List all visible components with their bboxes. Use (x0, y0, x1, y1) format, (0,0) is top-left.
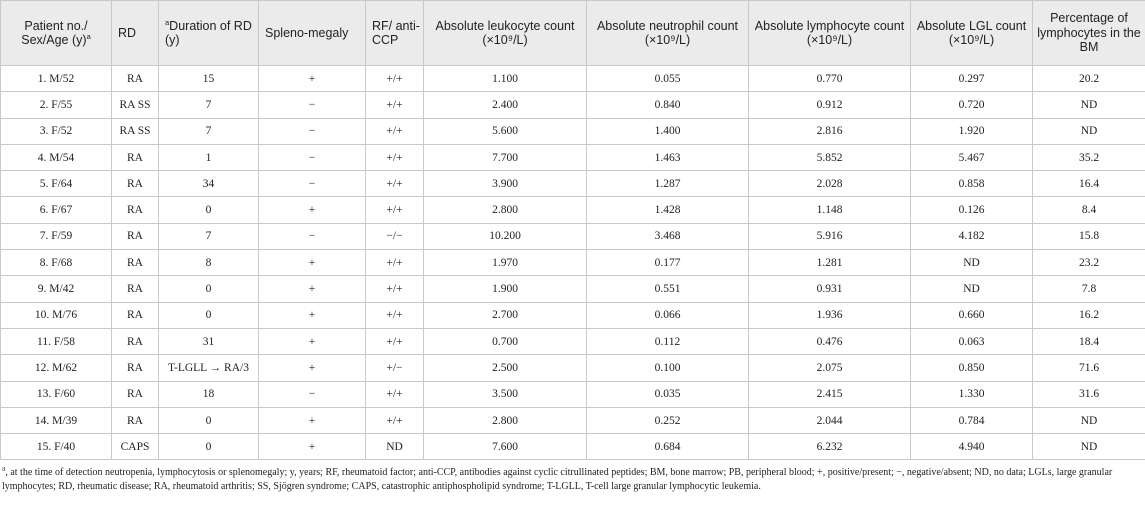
table-cell: RA (112, 250, 159, 276)
table-cell: 1.100 (424, 66, 587, 92)
table-cell: 0.931 (749, 276, 911, 302)
table-cell: +/+ (366, 276, 424, 302)
table-cell: 15.8 (1033, 223, 1145, 249)
table-cell: + (259, 197, 366, 223)
footnote-text: , at the time of detection neutropenia, lymphocytosis or splenomegaly; y, years; RF, rheumatoid factor; anti-CCP, antibodies against cyclic citrullinated peptides; BM, bone marrow; PB, peripheral blood; +, positive/present; −, negative/absent; ND, no data; LGLs, large granular lymphocytes; RD, rheumatic disease; RA, rheumatoid arthritis; SS, Sjögren syndrome; CAPS, catastrophic antiphospholipid syndrome; T-LGLL, T-cell large granular lymphocytic leukemia. (2, 467, 1113, 492)
table-cell: 0.720 (911, 92, 1033, 118)
column-header-label: Absolute leukocyte count (×10⁹/L) (435, 18, 575, 47)
table-cell: 15 (159, 66, 259, 92)
table-row (1, 355, 1145, 381)
table-cell: +/+ (366, 197, 424, 223)
table-cell: 0.063 (911, 328, 1033, 354)
table-cell: 0.840 (587, 92, 749, 118)
table-cell: 11. F/58 (1, 328, 112, 354)
table-cell: 7.600 (424, 434, 587, 460)
table-cell: RA (112, 328, 159, 354)
table-cell: 1.287 (587, 171, 749, 197)
table-cell: 1.936 (749, 302, 911, 328)
table-cell: 0.660 (911, 302, 1033, 328)
table-cell: 2.075 (749, 355, 911, 381)
table-cell: RA SS (112, 92, 159, 118)
column-header-label: RD (118, 25, 137, 40)
table-cell: 0.770 (749, 66, 911, 92)
column-header-label: Duration of RD (y) (165, 18, 252, 47)
table-cell: 6. F/67 (1, 197, 112, 223)
column-header-6 (424, 1, 587, 66)
table-cell: 1.970 (424, 250, 587, 276)
table-cell: + (259, 250, 366, 276)
table-cell: RA (112, 407, 159, 433)
table-cell: 1.330 (911, 381, 1033, 407)
table-cell: + (259, 276, 366, 302)
table-row (1, 118, 1145, 144)
table-cell: 14. M/39 (1, 407, 112, 433)
table-cell: − (259, 92, 366, 118)
column-header-5 (366, 1, 424, 66)
table-footnote (0, 460, 1145, 493)
footnote-marker: a (2, 464, 6, 474)
table-cell: +/+ (366, 92, 424, 118)
table-cell: 2.700 (424, 302, 587, 328)
table-cell: − (259, 171, 366, 197)
table-cell: 0.858 (911, 171, 1033, 197)
table-cell: 0.850 (911, 355, 1033, 381)
table-cell: 7 (159, 92, 259, 118)
header-footnote-marker: a (86, 31, 91, 41)
table-cell: 7.8 (1033, 276, 1145, 302)
table-cell: 0.551 (587, 276, 749, 302)
table-cell: RA (112, 381, 159, 407)
table-row (1, 407, 1145, 433)
table-cell: 0.112 (587, 328, 749, 354)
column-header-10 (1033, 1, 1145, 66)
table-cell: 0.177 (587, 250, 749, 276)
table-cell: +/+ (366, 66, 424, 92)
table-cell: 15. F/40 (1, 434, 112, 460)
table-cell: 0.297 (911, 66, 1033, 92)
table-row (1, 381, 1145, 407)
table-cell: 1.400 (587, 118, 749, 144)
table-cell: 2.800 (424, 407, 587, 433)
table-cell: 0.126 (911, 197, 1033, 223)
table-cell: RA (112, 223, 159, 249)
table-cell: CAPS (112, 434, 159, 460)
table-cell: − (259, 118, 366, 144)
table-row (1, 144, 1145, 170)
table-cell: 0.912 (749, 92, 911, 118)
table-cell: 0.055 (587, 66, 749, 92)
table-cell: 4.940 (911, 434, 1033, 460)
table-cell: 2.415 (749, 381, 911, 407)
table-cell: 1.920 (911, 118, 1033, 144)
table-cell: 1.148 (749, 197, 911, 223)
column-header-label: RF/ anti-CCP (372, 18, 420, 47)
table-cell: RA (112, 171, 159, 197)
table-cell: 71.6 (1033, 355, 1145, 381)
table-cell: 7. F/59 (1, 223, 112, 249)
table-cell: 13. F/60 (1, 381, 112, 407)
table-cell: −/− (366, 223, 424, 249)
table-cell: 0.252 (587, 407, 749, 433)
table-cell: RA (112, 197, 159, 223)
table-cell: 1.900 (424, 276, 587, 302)
table-cell: ND (1033, 118, 1145, 144)
table-cell: 0.684 (587, 434, 749, 460)
table-cell: − (259, 381, 366, 407)
table-cell: T-LGLL → RA/3 (159, 355, 259, 381)
table-cell: 8.4 (1033, 197, 1145, 223)
table-cell: 2.800 (424, 197, 587, 223)
table-cell: RA (112, 144, 159, 170)
table-cell: 10. M/76 (1, 302, 112, 328)
table-row (1, 66, 1145, 92)
table-cell: +/+ (366, 118, 424, 144)
table-cell: 0 (159, 434, 259, 460)
table-cell: 35.2 (1033, 144, 1145, 170)
table-cell: 2.028 (749, 171, 911, 197)
column-header-9 (911, 1, 1033, 66)
table-cell: ND (1033, 92, 1145, 118)
column-header-label: Percentage of lymphocytes in the BM (1037, 11, 1141, 55)
table-row (1, 434, 1145, 460)
table-cell: + (259, 302, 366, 328)
table-row (1, 197, 1145, 223)
column-header-4 (259, 1, 366, 66)
header-footnote-marker: a (165, 17, 170, 27)
column-header-8 (749, 1, 911, 66)
table-cell: 18 (159, 381, 259, 407)
table-header (1, 1, 1145, 66)
table-cell: 3.900 (424, 171, 587, 197)
table-cell: 6.232 (749, 434, 911, 460)
table-cell: 5.467 (911, 144, 1033, 170)
table-cell: +/− (366, 355, 424, 381)
table-cell: 31.6 (1033, 381, 1145, 407)
table-cell: 4.182 (911, 223, 1033, 249)
column-header-label: Absolute lymphocyte count (×10⁹/L) (754, 18, 905, 47)
table-cell: 7.700 (424, 144, 587, 170)
table-cell: 16.2 (1033, 302, 1145, 328)
table-cell: 0 (159, 197, 259, 223)
table-cell: + (259, 355, 366, 381)
table-cell: 8. F/68 (1, 250, 112, 276)
table-cell: 0.066 (587, 302, 749, 328)
table-cell: 1 (159, 144, 259, 170)
table-cell: ND (911, 276, 1033, 302)
table-cell: 1.428 (587, 197, 749, 223)
table-cell: RA (112, 66, 159, 92)
table-cell: 3.500 (424, 381, 587, 407)
table-cell: 0 (159, 302, 259, 328)
table-cell: 7 (159, 118, 259, 144)
table-row (1, 302, 1145, 328)
table-cell: 5. F/64 (1, 171, 112, 197)
table-row (1, 223, 1145, 249)
table-cell: +/+ (366, 407, 424, 433)
table-cell: 23.2 (1033, 250, 1145, 276)
table-cell: RA (112, 302, 159, 328)
table-cell: 4. M/54 (1, 144, 112, 170)
table-cell: 0 (159, 276, 259, 302)
table-cell: + (259, 434, 366, 460)
table-cell: 1. M/52 (1, 66, 112, 92)
table-cell: 2. F/55 (1, 92, 112, 118)
column-header-label: Absolute LGL count (×10⁹/L) (916, 18, 1027, 47)
table-cell: 3. F/52 (1, 118, 112, 144)
column-header-7 (587, 1, 749, 66)
table-cell: +/+ (366, 171, 424, 197)
table-cell: 8 (159, 250, 259, 276)
table-cell: + (259, 66, 366, 92)
table-cell: − (259, 144, 366, 170)
table-cell: 34 (159, 171, 259, 197)
table-cell: 0.100 (587, 355, 749, 381)
table-cell: + (259, 407, 366, 433)
table-cell: RA (112, 276, 159, 302)
table-cell: 7 (159, 223, 259, 249)
table-cell: ND (911, 250, 1033, 276)
table-cell: +/+ (366, 328, 424, 354)
table-row (1, 250, 1145, 276)
header-row (1, 1, 1145, 66)
table-cell: +/+ (366, 144, 424, 170)
column-header-1 (1, 1, 112, 66)
table-row (1, 328, 1145, 354)
table-cell: 18.4 (1033, 328, 1145, 354)
table-cell: 16.4 (1033, 171, 1145, 197)
table-cell: 9. M/42 (1, 276, 112, 302)
column-header-3 (159, 1, 259, 66)
table-cell: RA (112, 355, 159, 381)
table-cell: 5.852 (749, 144, 911, 170)
table-row (1, 92, 1145, 118)
table-cell: 2.500 (424, 355, 587, 381)
table-cell: 5.916 (749, 223, 911, 249)
table-cell: 1.281 (749, 250, 911, 276)
column-header-label: Patient no./ Sex/Age (y) (21, 18, 88, 47)
table-cell: 5.600 (424, 118, 587, 144)
table-cell: + (259, 328, 366, 354)
column-header-2 (112, 1, 159, 66)
column-header-label: Spleno-megaly (265, 25, 349, 40)
table-row (1, 276, 1145, 302)
table-cell: 10.200 (424, 223, 587, 249)
table-cell: 0.700 (424, 328, 587, 354)
table-cell: 0 (159, 407, 259, 433)
table-cell: − (259, 223, 366, 249)
table-cell: 2.816 (749, 118, 911, 144)
table-cell: 3.468 (587, 223, 749, 249)
table-cell: 31 (159, 328, 259, 354)
table-cell: 2.400 (424, 92, 587, 118)
table-cell: +/+ (366, 250, 424, 276)
table-cell: ND (366, 434, 424, 460)
table-cell: 20.2 (1033, 66, 1145, 92)
table-body (1, 66, 1145, 460)
table-cell: 12. M/62 (1, 355, 112, 381)
table-cell: RA SS (112, 118, 159, 144)
table-cell: 1.463 (587, 144, 749, 170)
table-row (1, 171, 1145, 197)
table-cell: ND (1033, 434, 1145, 460)
table-cell: 2.044 (749, 407, 911, 433)
table-cell: 0.784 (911, 407, 1033, 433)
column-header-label: Absolute neutrophil count (×10⁹/L) (596, 18, 739, 47)
table-cell: 0.035 (587, 381, 749, 407)
table-cell: +/+ (366, 381, 424, 407)
table-cell: ND (1033, 407, 1145, 433)
table-cell: +/+ (366, 302, 424, 328)
table-cell: 0.476 (749, 328, 911, 354)
